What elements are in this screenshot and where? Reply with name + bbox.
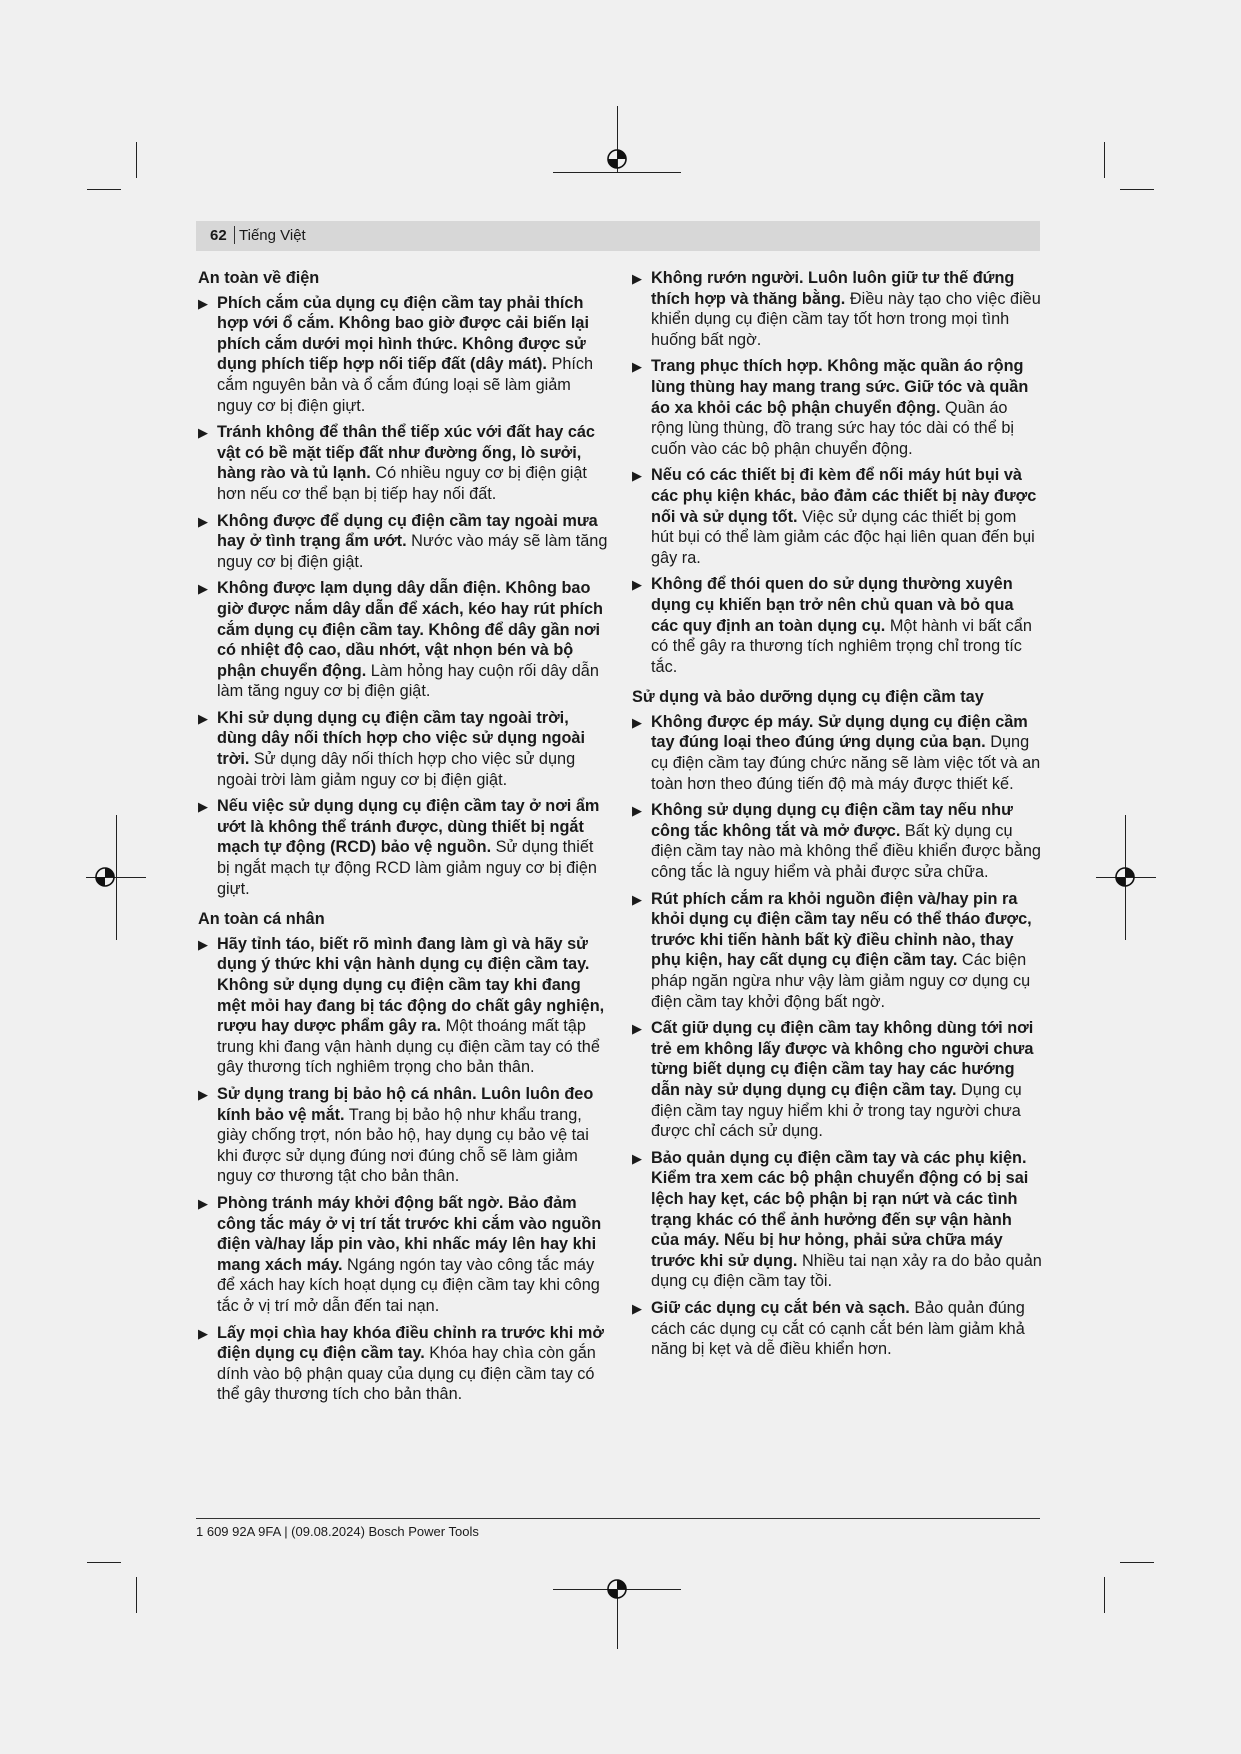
instruction-bold-text: Hãy tỉnh táo, biết rõ mình đang làm gì và hãy sử dụng ý thức khi vận hành dụng cụ điện cầm tay. Không sử dụng dụng cụ điện cầm tay khi đang mệt mỏi hay đang bị tác động do chất gây nghiện, rượu hay dược phẩm gây ra.	[217, 934, 605, 1036]
safety-instruction	[632, 268, 1042, 350]
bullet-triangle-icon: ▶	[198, 1325, 208, 1341]
safety-instruction	[198, 293, 610, 417]
instruction-bold-text: Rút phích cắm ra khỏi nguồn điện và/hay pin ra khỏi dụng cụ điện cầm tay nếu có thể tháo được, trước khi tiến hành bất kỳ điều chỉnh nào, thay phụ kiện, hay cất dụng cụ điện cầm tay.	[651, 889, 1032, 970]
instruction-bold-text: Phích cắm của dụng cụ điện cầm tay phải thích hợp với ổ cắm. Không bao giờ được cải biến lại phích cắm dưới mọi hình thức. Không được sử dụng phích tiếp hợp nối tiếp đất (dây mát).	[217, 293, 590, 374]
crop-mark	[87, 189, 121, 190]
bullet-triangle-icon: ▶	[632, 359, 642, 375]
instruction-bold-text: Phòng tránh máy khởi động bất ngờ. Bảo đảm công tắc máy ở vị trí tắt trước khi cắm vào nguồn điện và/hay lắp pin vào, khi nhấc máy lên hay khi mang xách máy.	[217, 1193, 602, 1274]
instruction-explanation-text: Sử dụng dây nối thích hợp cho việc sử dụng ngoài trời làm giảm nguy cơ bị điện giật.	[217, 750, 576, 789]
safety-instruction	[632, 1018, 1042, 1142]
instruction-explanation-text: Bảo quản đúng cách các dụng cụ cắt có cạnh cắt bén làm giảm khả năng bị kẹt và dễ điều khiển hơn.	[651, 1298, 1025, 1359]
instruction-bold-text: Không sử dụng dụng cụ điện cầm tay nếu như công tắc không tắt và mở được.	[651, 801, 1013, 840]
safety-instruction	[198, 796, 610, 899]
bullet-triangle-icon: ▶	[198, 710, 208, 726]
registration-mark-icon	[1114, 866, 1136, 888]
right-column	[632, 268, 1042, 1366]
bullet-triangle-icon: ▶	[198, 1195, 208, 1211]
instruction-bold-text: Giữ các dụng cụ cắt bén và sạch.	[651, 1298, 910, 1317]
instruction-explanation-text: Phích cắm nguyên bản và ổ cắm đúng loại sẽ làm giảm nguy cơ bị điện giựt.	[217, 355, 594, 415]
instruction-bold-text: Tránh không để thân thể tiếp xúc với đất hay các vật có bề mặt tiếp đất như đường ống, lò sưởi, hàng rào và tủ lạnh.	[217, 423, 595, 483]
instruction-bold-text: Không rướn người. Luôn luôn giữ tư thế đứng thích hợp và thăng bằng.	[651, 269, 1015, 308]
instruction-bold-text: Nếu việc sử dụng dụng cụ điện cầm tay ở nơi ẩm ướt là không thể tránh được, dùng thiết bị ngắt mạch tự động (RCD) bảo vệ nguồn.	[217, 797, 600, 857]
bullet-triangle-icon: ▶	[198, 936, 208, 952]
bullet-triangle-icon: ▶	[632, 271, 642, 286]
bullet-triangle-icon: ▶	[632, 803, 642, 819]
instruction-explanation-text: Việc sử dụng các thiết bị gom hút bụi có thể làm giảm các độc hại liên quan đến bụi gây ra.	[651, 507, 1035, 567]
instruction-explanation-text: Trang bị bảo hộ như khẩu trang, giày chống trợt, nón bảo hộ, hay dụng cụ bảo vệ tai khi được sử dụng đúng nơi đúng chỗ sẽ làm giảm nguy cơ thương tật cho bản thân.	[217, 1105, 589, 1186]
crop-mark	[1104, 142, 1105, 178]
instruction-explanation-text: Bất kỳ dụng cụ điện cầm tay nào mà không thể điều khiển được bằng công tắc là nguy hiểm và phải được sửa chữa.	[651, 821, 1041, 882]
safety-instruction	[632, 1148, 1042, 1292]
instruction-explanation-text: Sử dụng thiết bị ngắt mạch tự động RCD làm giảm nguy cơ bị điện giựt.	[217, 838, 597, 898]
bullet-triangle-icon: ▶	[198, 581, 208, 597]
safety-instruction	[198, 422, 610, 504]
bullet-triangle-icon: ▶	[632, 1021, 642, 1037]
section-heading: An toàn về điện	[198, 269, 320, 287]
safety-instruction	[198, 511, 610, 573]
safety-instruction	[632, 800, 1042, 882]
bullet-triangle-icon: ▶	[198, 295, 208, 311]
section-heading: Sử dụng và bảo dưỡng dụng cụ điện cầm tay	[632, 688, 984, 707]
bullet-triangle-icon: ▶	[632, 577, 642, 593]
crop-mark	[553, 172, 681, 173]
instruction-bold-text: Không được để dụng cụ điện cầm tay ngoài mưa hay ở tình trạng ẩm ướt.	[217, 511, 598, 551]
instruction-explanation-text: Quần áo rộng lùng thùng, đồ trang sức hay tóc dài có thể bị cuốn vào các bộ phận chuyển động.	[651, 398, 1014, 458]
page-number: 62	[210, 227, 227, 244]
registration-mark-icon	[94, 866, 116, 888]
section-heading: An toàn cá nhân	[198, 910, 325, 929]
instruction-bold-text: Cất giữ dụng cụ điện cầm tay không dùng tới nơi trẻ em không lấy được và không cho người chưa từng biết dụng cụ điện cầm tay hay các hướng dẫn này sử dụng dụng cụ điện cầm tay.	[651, 1019, 1034, 1099]
footer-rule	[196, 1518, 1040, 1519]
crop-mark	[87, 1562, 121, 1563]
safety-instruction	[632, 889, 1042, 1013]
instruction-explanation-text: Các biện pháp ngăn ngừa như vậy làm giảm nguy cơ dụng cụ điện cầm tay khởi động bất ngờ.	[651, 951, 1031, 1011]
bullet-triangle-icon: ▶	[198, 799, 208, 815]
instruction-bold-text: Không được ép máy. Sử dụng dụng cụ điện cầm tay đúng loại theo đúng ứng dụng của bạn.	[651, 712, 1028, 752]
bullet-triangle-icon: ▶	[632, 468, 642, 484]
instruction-bold-text: Sử dụng trang bị bảo hộ cá nhân. Luôn luôn đeo kính bảo vệ mắt.	[217, 1084, 594, 1124]
instruction-explanation-text: Điều này tạo cho việc điều khiển dụng cụ điện cầm tay tốt hơn trong mọi tình huống bất ngờ.	[651, 289, 1041, 349]
bullet-triangle-icon: ▶	[632, 891, 642, 907]
safety-instruction	[198, 578, 610, 702]
instruction-bold-text: Nếu có các thiết bị đi kèm để nối máy hút bụi và các phụ kiện khác, bảo đảm các thiết bị này được nối và sử dụng tốt.	[651, 466, 1037, 526]
safety-instruction	[632, 712, 1042, 794]
crop-mark	[1104, 1577, 1105, 1613]
instruction-bold-text: Lấy mọi chìa hay khóa điều chỉnh ra trước khi mở điện dụng cụ điện cầm tay.	[217, 1323, 604, 1363]
safety-instruction	[198, 1084, 610, 1187]
bullet-triangle-icon: ▶	[632, 1300, 642, 1316]
instruction-explanation-text: Dụng cụ điện cầm tay đúng chức năng sẽ làm việc tốt và an toàn hơn theo đúng tiến độ mà máy được thiết kế.	[651, 733, 1041, 793]
safety-instruction	[632, 356, 1042, 459]
instruction-explanation-text: Dụng cụ điện cầm tay nguy hiểm khi ở trong tay người chưa được chỉ cách sử dụng.	[651, 1080, 1022, 1141]
instruction-explanation-text: Nhiều tai nạn xảy ra do bảo quản dụng cụ điện cầm tay tồi.	[651, 1251, 1042, 1291]
header-divider	[234, 226, 235, 244]
left-column	[198, 268, 610, 1411]
instruction-explanation-text: Nước vào máy sẽ làm tăng nguy cơ bị điện giật.	[217, 532, 608, 571]
safety-instruction	[198, 708, 610, 790]
instruction-explanation-text: Một hành vi bất cẩn có thể gây ra thương tích nghiêm trọng chỉ trong tíc tắc.	[651, 616, 1032, 676]
instruction-explanation-text: Có nhiều nguy cơ bị điện giật hơn nếu cơ thể bạn bị tiếp hay nối đất.	[217, 464, 587, 503]
language-label: Tiếng Việt	[239, 227, 306, 244]
safety-instruction	[632, 1298, 1042, 1360]
instruction-bold-text: Không để thói quen do sử dụng thường xuyên dụng cụ khiến bạn trở nên chủ quan và bỏ qua các quy định an toàn dụng cụ.	[651, 575, 1014, 635]
registration-mark-icon	[606, 148, 628, 170]
bullet-triangle-icon: ▶	[198, 425, 208, 441]
instruction-explanation-text: Một thoáng mất tập trung khi đang vận hành dụng cụ điện cầm tay có thể gây thương tích nghiêm trọng cho bản thân.	[217, 1017, 600, 1077]
safety-instruction	[198, 934, 610, 1078]
instruction-bold-text: Khi sử dụng dụng cụ điện cầm tay ngoài trời, dùng dây nối thích hợp cho việc sử dụng ngoài trời.	[217, 708, 585, 769]
safety-instruction	[198, 1193, 610, 1317]
crop-mark	[1120, 1562, 1154, 1563]
instruction-explanation-text: Làm hỏng hay cuộn rối dây dẫn làm tăng nguy cơ bị điện giật.	[217, 661, 599, 701]
bullet-triangle-icon: ▶	[632, 1150, 642, 1166]
instruction-explanation-text: Ngáng ngón tay vào công tắc máy để xách hay kích hoạt dụng cụ điện cầm tay khi công tắc ở vị trí mở dẫn đến tai nạn.	[217, 1255, 600, 1315]
instruction-bold-text: Không được lạm dụng dây dẫn điện. Không bao giờ được nắm dây dẫn để xách, kéo hay rút phích cắm dụng cụ điện cầm tay. Không để dây gần nơi có nhiệt độ cao, dầu nhớt, vật nhọn bén và bộ phận chuyển động.	[217, 579, 603, 680]
safety-instruction	[632, 574, 1042, 677]
instruction-bold-text: Trang phục thích hợp. Không mặc quần áo rộng lùng thùng hay mang trang sức. Giữ tóc và quần áo xa khỏi các bộ phận chuyển động.	[651, 357, 1029, 417]
safety-instruction	[632, 465, 1042, 568]
instruction-bold-text: Bảo quản dụng cụ điện cầm tay và các phụ kiện. Kiểm tra xem các bộ phận chuyển động có bị sai lệch hay kẹt, các bộ phận bị rạn nứt và các tình trạng khác có thể ảnh hưởng đến sự vận hành của máy. Nếu bị hư hỏng, phải sửa chữa máy trước khi sử dụng.	[651, 1148, 1029, 1270]
crop-mark	[136, 1577, 137, 1613]
bullet-triangle-icon: ▶	[198, 513, 208, 529]
crop-mark	[1120, 189, 1154, 190]
instruction-explanation-text: Khóa hay chìa còn gắn dính vào bộ phận quay của dụng cụ điện cầm tay có thể gây thương tích cho bản thân.	[217, 1344, 596, 1404]
safety-instruction	[198, 1323, 610, 1405]
bullet-triangle-icon: ▶	[632, 714, 642, 730]
bullet-triangle-icon: ▶	[198, 1086, 208, 1102]
crop-mark	[116, 815, 117, 940]
page-header	[196, 221, 1040, 251]
page-footer: 1 609 92A 9FA | (09.08.2024) Bosch Power Tools	[196, 1524, 479, 1539]
crop-mark	[136, 142, 137, 178]
registration-mark-icon	[606, 1578, 628, 1600]
